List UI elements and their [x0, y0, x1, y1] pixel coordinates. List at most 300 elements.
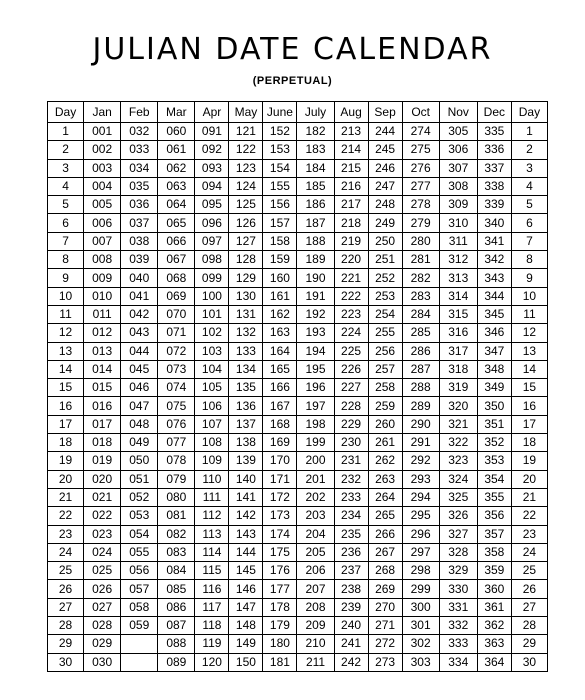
page-subtitle: (PERPETUAL): [252, 75, 333, 87]
julian-date-cell: 033: [121, 141, 158, 159]
day-cell: 1: [48, 123, 84, 141]
julian-date-cell: 127: [229, 232, 263, 250]
julian-date-cell: 107: [195, 415, 229, 433]
julian-date-cell: 240: [334, 617, 368, 635]
table-row: [48, 342, 548, 360]
julian-date-cell: 222: [334, 287, 368, 305]
julian-date-cell: 111: [195, 488, 229, 506]
day-cell: 7: [48, 232, 84, 250]
table-row: [48, 232, 548, 250]
table-row: [48, 543, 548, 561]
julian-date-cell: 049: [121, 434, 158, 452]
julian-date-cell: 002: [84, 141, 121, 159]
day-cell: 4: [511, 177, 547, 195]
julian-date-cell: 298: [402, 562, 439, 580]
day-cell: 19: [511, 452, 547, 470]
julian-date-cell: 362: [477, 617, 511, 635]
julian-date-cell: 148: [229, 617, 263, 635]
day-cell: 17: [48, 415, 84, 433]
julian-date-cell: 251: [368, 251, 402, 269]
julian-date-cell: 041: [121, 287, 158, 305]
julian-date-cell: 276: [402, 159, 439, 177]
julian-date-cell: 039: [121, 251, 158, 269]
julian-date-cell: 282: [402, 269, 439, 287]
day-cell: 3: [511, 159, 547, 177]
julian-date-cell: 069: [158, 287, 195, 305]
julian-date-cell: 085: [158, 580, 195, 598]
julian-date-cell: 062: [158, 159, 195, 177]
julian-date-cell: 358: [477, 543, 511, 561]
table-row: [48, 214, 548, 232]
julian-date-cell: 235: [334, 525, 368, 543]
julian-date-cell: 226: [334, 360, 368, 378]
julian-date-cell: 124: [229, 177, 263, 195]
julian-date-cell: 185: [297, 177, 334, 195]
julian-date-cell: 025: [84, 562, 121, 580]
julian-date-cell: 017: [84, 415, 121, 433]
julian-date-cell: 044: [121, 342, 158, 360]
julian-date-cell: 237: [334, 562, 368, 580]
julian-date-cell: 190: [297, 269, 334, 287]
julian-date-cell: 316: [439, 324, 477, 342]
julian-date-cell: 147: [229, 598, 263, 616]
julian-date-cell: 005: [84, 196, 121, 214]
day-cell: 24: [511, 543, 547, 561]
julian-date-cell: 331: [439, 598, 477, 616]
day-cell: 13: [511, 342, 547, 360]
julian-date-cell: 123: [229, 159, 263, 177]
julian-date-cell: 344: [477, 287, 511, 305]
julian-date-cell: 089: [158, 653, 195, 671]
table-row: [48, 305, 548, 323]
day-cell: 15: [48, 379, 84, 397]
julian-date-cell: 333: [439, 635, 477, 653]
julian-date-cell: 001: [84, 123, 121, 141]
julian-date-cell: 284: [402, 305, 439, 323]
julian-date-cell: 149: [229, 635, 263, 653]
julian-date-cell: 332: [439, 617, 477, 635]
julian-date-cell: 165: [263, 360, 297, 378]
julian-date-cell: 157: [263, 214, 297, 232]
column-header: Oct: [402, 102, 439, 123]
julian-date-cell: 195: [297, 360, 334, 378]
julian-date-cell: 037: [121, 214, 158, 232]
julian-date-cell: 348: [477, 360, 511, 378]
day-cell: 29: [48, 635, 84, 653]
julian-date-cell: 308: [439, 177, 477, 195]
julian-date-cell: 267: [368, 543, 402, 561]
julian-date-cell: 028: [84, 617, 121, 635]
julian-date-cell: 074: [158, 379, 195, 397]
julian-date-cell: 106: [195, 397, 229, 415]
julian-date-cell: 103: [195, 342, 229, 360]
julian-date-cell: 114: [195, 543, 229, 561]
julian-date-cell: 281: [402, 251, 439, 269]
julian-date-cell: 295: [402, 507, 439, 525]
day-cell: 13: [48, 342, 84, 360]
day-cell: 8: [511, 251, 547, 269]
julian-date-cell: 320: [439, 397, 477, 415]
julian-date-cell: 064: [158, 196, 195, 214]
julian-date-cell: 040: [121, 269, 158, 287]
julian-date-cell: 014: [84, 360, 121, 378]
day-cell: 6: [511, 214, 547, 232]
julian-date-cell: 224: [334, 324, 368, 342]
julian-date-cell: 342: [477, 251, 511, 269]
julian-date-cell: 265: [368, 507, 402, 525]
julian-date-cell: 150: [229, 653, 263, 671]
julian-date-cell: 112: [195, 507, 229, 525]
julian-date-cell: 053: [121, 507, 158, 525]
julian-date-cell: 194: [297, 342, 334, 360]
julian-date-cell: 050: [121, 452, 158, 470]
julian-date-cell: 241: [334, 635, 368, 653]
julian-date-cell: 152: [263, 123, 297, 141]
julian-date-cell: 317: [439, 342, 477, 360]
julian-date-cell: 300: [402, 598, 439, 616]
julian-date-cell: 075: [158, 397, 195, 415]
julian-date-cell: 249: [368, 214, 402, 232]
julian-date-cell: 283: [402, 287, 439, 305]
julian-date-cell: 023: [84, 525, 121, 543]
julian-date-cell: 302: [402, 635, 439, 653]
julian-date-cell: 046: [121, 379, 158, 397]
day-cell: 10: [48, 287, 84, 305]
julian-date-cell: 131: [229, 305, 263, 323]
day-cell: 24: [48, 543, 84, 561]
julian-date-cell: 125: [229, 196, 263, 214]
day-cell: 30: [511, 653, 547, 671]
julian-date-cell: 035: [121, 177, 158, 195]
day-cell: 16: [511, 397, 547, 415]
julian-date-cell: 328: [439, 543, 477, 561]
julian-date-cell: 219: [334, 232, 368, 250]
julian-date-cell: 280: [402, 232, 439, 250]
julian-date-cell: 020: [84, 470, 121, 488]
julian-date-cell: 253: [368, 287, 402, 305]
julian-date-cell: 207: [297, 580, 334, 598]
julian-date-cell: 340: [477, 214, 511, 232]
julian-date-cell: 192: [297, 305, 334, 323]
table-row: [48, 379, 548, 397]
day-cell: 11: [511, 305, 547, 323]
julian-date-cell: 273: [368, 653, 402, 671]
table-row: [48, 525, 548, 543]
julian-date-cell: 174: [263, 525, 297, 543]
julian-date-cell: 198: [297, 415, 334, 433]
julian-date-cell: 007: [84, 232, 121, 250]
julian-date-cell: 346: [477, 324, 511, 342]
julian-date-cell: 171: [263, 470, 297, 488]
julian-date-cell: 008: [84, 251, 121, 269]
column-header: Mar: [158, 102, 195, 123]
julian-date-cell: 032: [121, 123, 158, 141]
day-cell: 12: [511, 324, 547, 342]
julian-date-cell: 266: [368, 525, 402, 543]
table-row: [48, 196, 548, 214]
julian-date-cell: 184: [297, 159, 334, 177]
julian-date-cell: 183: [297, 141, 334, 159]
julian-date-cell: 142: [229, 507, 263, 525]
column-header: Day: [48, 102, 84, 123]
julian-date-cell: 255: [368, 324, 402, 342]
julian-date-cell: 095: [195, 196, 229, 214]
day-cell: 9: [511, 269, 547, 287]
day-cell: 25: [511, 562, 547, 580]
julian-date-cell: 159: [263, 251, 297, 269]
julian-date-cell: 277: [402, 177, 439, 195]
julian-date-cell: 310: [439, 214, 477, 232]
day-cell: 5: [48, 196, 84, 214]
julian-date-cell: 359: [477, 562, 511, 580]
julian-date-cell: 221: [334, 269, 368, 287]
julian-date-cell: 042: [121, 305, 158, 323]
julian-date-cell: [121, 635, 158, 653]
table-row: [48, 141, 548, 159]
julian-date-cell: 092: [195, 141, 229, 159]
julian-date-cell: 261: [368, 434, 402, 452]
julian-date-cell: 216: [334, 177, 368, 195]
julian-date-cell: 299: [402, 580, 439, 598]
julian-date-cell: 101: [195, 305, 229, 323]
julian-date-cell: 233: [334, 488, 368, 506]
table-row: [48, 159, 548, 177]
day-cell: 25: [48, 562, 84, 580]
table-row: [48, 635, 548, 653]
julian-date-cell: 036: [121, 196, 158, 214]
julian-date-cell: 013: [84, 342, 121, 360]
julian-date-cell: 084: [158, 562, 195, 580]
julian-date-cell: 140: [229, 470, 263, 488]
day-cell: 5: [511, 196, 547, 214]
julian-date-cell: 055: [121, 543, 158, 561]
table-row: [48, 434, 548, 452]
julian-date-cell: 169: [263, 434, 297, 452]
julian-date-cell: 326: [439, 507, 477, 525]
julian-date-cell: 313: [439, 269, 477, 287]
julian-date-cell: 360: [477, 580, 511, 598]
julian-date-cell: 052: [121, 488, 158, 506]
julian-date-cell: 252: [368, 269, 402, 287]
day-cell: 20: [511, 470, 547, 488]
julian-date-cell: 269: [368, 580, 402, 598]
julian-date-cell: 024: [84, 543, 121, 561]
julian-date-cell: 113: [195, 525, 229, 543]
day-cell: 6: [48, 214, 84, 232]
julian-date-cell: 307: [439, 159, 477, 177]
julian-date-cell: 088: [158, 635, 195, 653]
julian-date-cell: 083: [158, 543, 195, 561]
julian-date-cell: 288: [402, 379, 439, 397]
julian-date-cell: 034: [121, 159, 158, 177]
julian-date-cell: 289: [402, 397, 439, 415]
julian-date-cell: 097: [195, 232, 229, 250]
day-cell: 10: [511, 287, 547, 305]
julian-date-cell: 303: [402, 653, 439, 671]
julian-date-cell: 193: [297, 324, 334, 342]
julian-date-cell: 246: [368, 159, 402, 177]
julian-date-cell: 260: [368, 415, 402, 433]
julian-date-cell: 278: [402, 196, 439, 214]
julian-date-cell: 257: [368, 360, 402, 378]
julian-date-cell: 297: [402, 543, 439, 561]
julian-date-cell: 110: [195, 470, 229, 488]
julian-date-cell: 136: [229, 397, 263, 415]
julian-date-cell: 121: [229, 123, 263, 141]
julian-date-cell: 353: [477, 452, 511, 470]
julian-date-cell: 363: [477, 635, 511, 653]
julian-date-cell: 339: [477, 196, 511, 214]
julian-date-cell: 164: [263, 342, 297, 360]
julian-date-cell: 081: [158, 507, 195, 525]
column-header: Day: [511, 102, 547, 123]
julian-date-cell: 139: [229, 452, 263, 470]
julian-date-cell: 256: [368, 342, 402, 360]
julian-date-cell: 227: [334, 379, 368, 397]
julian-calendar-table: [47, 101, 548, 672]
julian-date-cell: 158: [263, 232, 297, 250]
julian-date-cell: 209: [297, 617, 334, 635]
day-cell: 21: [48, 488, 84, 506]
julian-date-cell: 104: [195, 360, 229, 378]
julian-date-cell: 218: [334, 214, 368, 232]
julian-date-cell: 217: [334, 196, 368, 214]
julian-date-cell: 337: [477, 159, 511, 177]
julian-date-cell: 068: [158, 269, 195, 287]
julian-date-cell: 182: [297, 123, 334, 141]
julian-date-cell: 364: [477, 653, 511, 671]
julian-date-cell: 109: [195, 452, 229, 470]
julian-date-cell: 312: [439, 251, 477, 269]
julian-date-cell: 012: [84, 324, 121, 342]
julian-date-cell: 305: [439, 123, 477, 141]
julian-date-cell: 076: [158, 415, 195, 433]
julian-date-cell: 208: [297, 598, 334, 616]
table-row: [48, 653, 548, 671]
julian-date-cell: 038: [121, 232, 158, 250]
julian-date-cell: 135: [229, 379, 263, 397]
julian-date-cell: 275: [402, 141, 439, 159]
julian-date-cell: 347: [477, 342, 511, 360]
column-header: June: [263, 102, 297, 123]
julian-date-cell: 204: [297, 525, 334, 543]
julian-date-cell: 306: [439, 141, 477, 159]
table-row: [48, 251, 548, 269]
julian-date-cell: 118: [195, 617, 229, 635]
column-header: Nov: [439, 102, 477, 123]
julian-date-cell: 003: [84, 159, 121, 177]
day-cell: 14: [48, 360, 84, 378]
julian-date-cell: 180: [263, 635, 297, 653]
julian-date-cell: 043: [121, 324, 158, 342]
julian-date-cell: 215: [334, 159, 368, 177]
julian-date-cell: 063: [158, 177, 195, 195]
julian-date-cell: 146: [229, 580, 263, 598]
julian-date-cell: 082: [158, 525, 195, 543]
julian-date-cell: 199: [297, 434, 334, 452]
julian-date-cell: 196: [297, 379, 334, 397]
day-cell: 20: [48, 470, 84, 488]
julian-date-cell: 116: [195, 580, 229, 598]
julian-date-cell: 322: [439, 434, 477, 452]
julian-date-cell: 220: [334, 251, 368, 269]
julian-date-cell: 070: [158, 305, 195, 323]
column-header: May: [229, 102, 263, 123]
julian-date-cell: 156: [263, 196, 297, 214]
julian-date-cell: 330: [439, 580, 477, 598]
julian-date-cell: 361: [477, 598, 511, 616]
julian-date-cell: 296: [402, 525, 439, 543]
julian-date-cell: 108: [195, 434, 229, 452]
julian-date-cell: 077: [158, 434, 195, 452]
day-cell: 15: [511, 379, 547, 397]
julian-date-cell: 341: [477, 232, 511, 250]
table-row: [48, 287, 548, 305]
julian-date-cell: 270: [368, 598, 402, 616]
julian-date-cell: 175: [263, 543, 297, 561]
julian-date-cell: 292: [402, 452, 439, 470]
julian-date-cell: 137: [229, 415, 263, 433]
julian-date-cell: 232: [334, 470, 368, 488]
julian-date-cell: 238: [334, 580, 368, 598]
julian-date-cell: 245: [368, 141, 402, 159]
julian-date-cell: 202: [297, 488, 334, 506]
julian-date-cell: 225: [334, 342, 368, 360]
julian-date-cell: 189: [297, 251, 334, 269]
julian-date-cell: 323: [439, 452, 477, 470]
julian-date-cell: 087: [158, 617, 195, 635]
julian-date-cell: [121, 653, 158, 671]
julian-date-cell: 176: [263, 562, 297, 580]
julian-date-cell: 186: [297, 196, 334, 214]
day-cell: 1: [511, 123, 547, 141]
julian-date-cell: 100: [195, 287, 229, 305]
julian-date-cell: 274: [402, 123, 439, 141]
julian-date-cell: 009: [84, 269, 121, 287]
day-cell: 28: [48, 617, 84, 635]
julian-date-cell: 120: [195, 653, 229, 671]
julian-date-cell: 264: [368, 488, 402, 506]
column-header: Dec: [477, 102, 511, 123]
julian-date-cell: 094: [195, 177, 229, 195]
julian-date-cell: 338: [477, 177, 511, 195]
table-row: [48, 177, 548, 195]
julian-date-cell: 054: [121, 525, 158, 543]
julian-date-cell: 177: [263, 580, 297, 598]
julian-date-cell: 329: [439, 562, 477, 580]
julian-date-cell: 242: [334, 653, 368, 671]
julian-date-cell: 143: [229, 525, 263, 543]
day-cell: 19: [48, 452, 84, 470]
table-row: [48, 507, 548, 525]
julian-date-cell: 234: [334, 507, 368, 525]
day-cell: 16: [48, 397, 84, 415]
julian-date-cell: 066: [158, 232, 195, 250]
table-row: [48, 470, 548, 488]
julian-date-cell: 188: [297, 232, 334, 250]
julian-date-cell: 334: [439, 653, 477, 671]
julian-date-cell: 311: [439, 232, 477, 250]
julian-date-cell: 167: [263, 397, 297, 415]
julian-date-cell: 354: [477, 470, 511, 488]
table-row: [48, 415, 548, 433]
julian-date-cell: 073: [158, 360, 195, 378]
julian-date-cell: 213: [334, 123, 368, 141]
julian-date-cell: 155: [263, 177, 297, 195]
table-row: [48, 562, 548, 580]
julian-date-cell: 197: [297, 397, 334, 415]
julian-date-cell: 229: [334, 415, 368, 433]
